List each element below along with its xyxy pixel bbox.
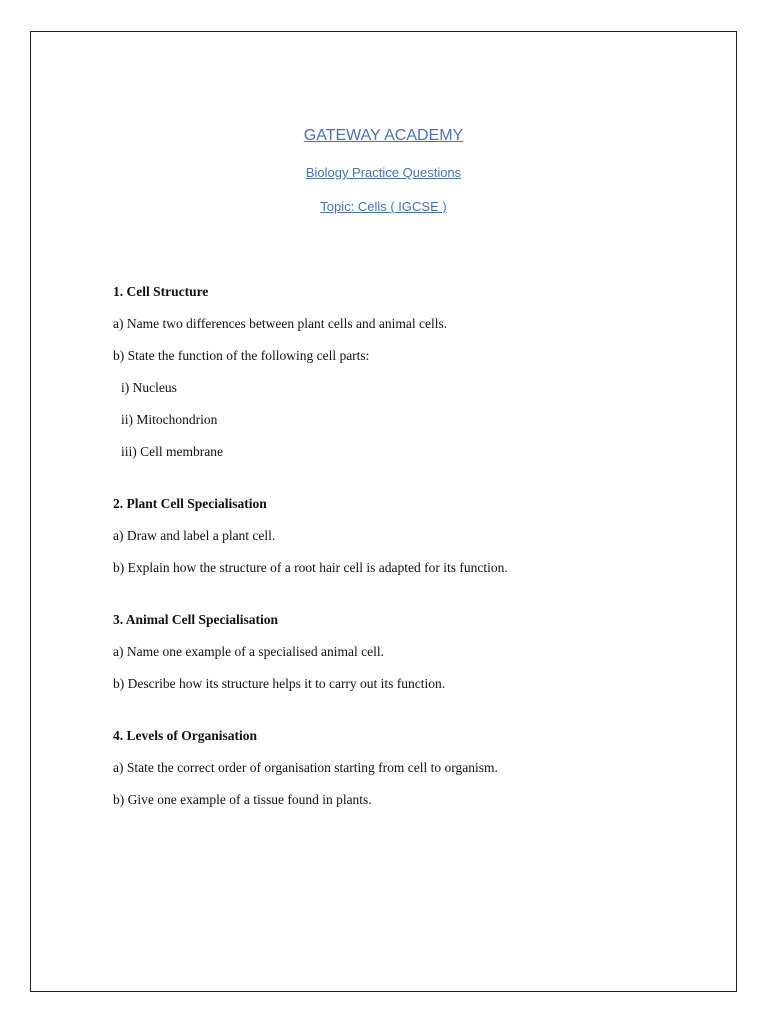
question-item: a) State the correct order of organisation starting from cell to organism. <box>113 760 498 775</box>
questions-body <box>113 282 713 842</box>
section-title: 4. Levels of Organisation <box>113 728 257 743</box>
section-title: 2. Plant Cell Specialisation <box>113 496 267 511</box>
subject-title: Biology Practice Questions <box>305 165 462 180</box>
section-cell-structure <box>113 282 713 462</box>
school-name: GATEWAY ACADEMY <box>303 127 464 144</box>
section-animal-cell-specialisation <box>113 610 713 694</box>
topic-title: Topic: Cells ( IGCSE ) <box>320 199 447 214</box>
section-plant-cell-specialisation <box>113 494 713 578</box>
sub-question-item: i) Nucleus <box>121 380 177 395</box>
question-item: b) Describe how its structure helps it to carry out its function. <box>113 676 446 691</box>
question-item: a) Draw and label a plant cell. <box>113 528 276 543</box>
section-levels-of-organisation <box>113 726 713 810</box>
document-page <box>30 31 737 992</box>
section-title: 1. Cell Structure <box>113 284 209 299</box>
question-item: a) Name two differences between plant cells and animal cells. <box>113 316 448 331</box>
question-item: b) Explain how the structure of a root hair cell is adapted for its function. <box>113 560 508 575</box>
document-header <box>31 126 736 216</box>
question-item: a) Name one example of a specialised animal cell. <box>113 644 385 659</box>
section-title: 3. Animal Cell Specialisation <box>113 612 279 627</box>
sub-question-item: iii) Cell membrane <box>121 444 223 459</box>
question-item: b) Give one example of a tissue found in plants. <box>113 792 372 807</box>
question-item: b) State the function of the following cell parts: <box>113 348 370 363</box>
sub-question-item: ii) Mitochondrion <box>121 412 218 427</box>
